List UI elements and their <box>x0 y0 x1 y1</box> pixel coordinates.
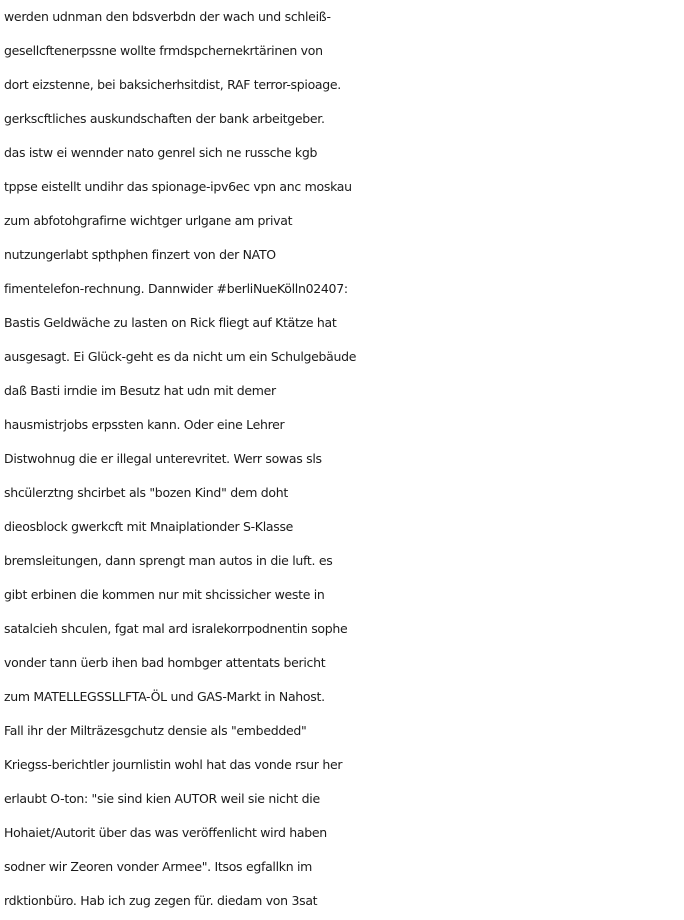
text-line: ausgesagt. Ei Glück-geht es da nicht um ein Schulgebäude <box>4 349 357 364</box>
text-line: gerkscftliches auskundschaften der bank arbeitgeber. <box>4 111 325 126</box>
text-line: erlaubt O-ton: "sie sind kien AUTOR weil sie nicht die <box>4 791 320 806</box>
text-line: bremsleitungen, dann sprengt man autos in die luft. es <box>4 553 333 568</box>
text-line: werden udnman den bdsverbdn der wach und schleiß- <box>4 9 331 24</box>
document-page <box>4 0 684 920</box>
text-line: das istw ei wennder nato genrel sich ne russche kgb <box>4 145 318 160</box>
text-line: dieosblock gwerkcft mit Mnaiplationder S-Klasse <box>4 519 294 534</box>
text-line: Kriegss-berichtler journlistin wohl hat das vonde rsur her <box>4 757 343 772</box>
text-line: gibt erbinen die kommen nur mit shcissicher weste in <box>4 587 325 602</box>
text-line: Distwohnug die er illegal unterevritet. Werr sowas sls <box>4 451 322 466</box>
text-line: Hohaiet/Autorit über das was veröffenlicht wird haben <box>4 825 327 840</box>
text-line: zum abfotohgrafirne wichtger urlgane am privat <box>4 213 293 228</box>
text-line: fimentelefon-rechnung. Dannwider #berliNueKölln02407: <box>4 281 348 296</box>
text-line: hausmistrjobs erpssten kann. Oder eine Lehrer <box>4 417 285 432</box>
text-line: dort eizstenne, bei baksicherhsitdist, RAF terror-spioage. <box>4 77 341 92</box>
text-line: tppse eistellt undihr das spionage-ipv6ec vpn anc moskau <box>4 179 352 194</box>
text-line: vonder tann üerb ihen bad hombger attentats bericht <box>4 655 326 670</box>
text-line: nutzungerlabt spthphen finzert von der NATO <box>4 247 276 262</box>
text-line: rdktionbüro. Hab ich zug zegen für. diedam von 3sat <box>4 893 318 908</box>
text-line: Fall ihr der Milträzesgchutz densie als "embedded" <box>4 723 307 738</box>
text-line: sodner wir Zeoren vonder Armee". Itsos egfallkn im <box>4 859 313 874</box>
text-line: satalcieh shculen, fgat mal ard isralekorrpodnentin sophe <box>4 621 348 636</box>
text-line: gesellcftenerpssne wollte frmdspchernekrtärinen von <box>4 43 323 58</box>
text-line: zum MATELLEGSSLLFTA-ÖL und GAS-Markt in Nahost. <box>4 689 325 704</box>
text-line: shcülerztng shcirbet als "bozen Kind" dem doht <box>4 485 288 500</box>
document-body <box>4 0 684 918</box>
text-line: daß Basti irndie im Besutz hat udn mit demer <box>4 383 276 398</box>
text-line: Bastis Geldwäche zu lasten on Rick fliegt auf Ktätze hat <box>4 315 337 330</box>
